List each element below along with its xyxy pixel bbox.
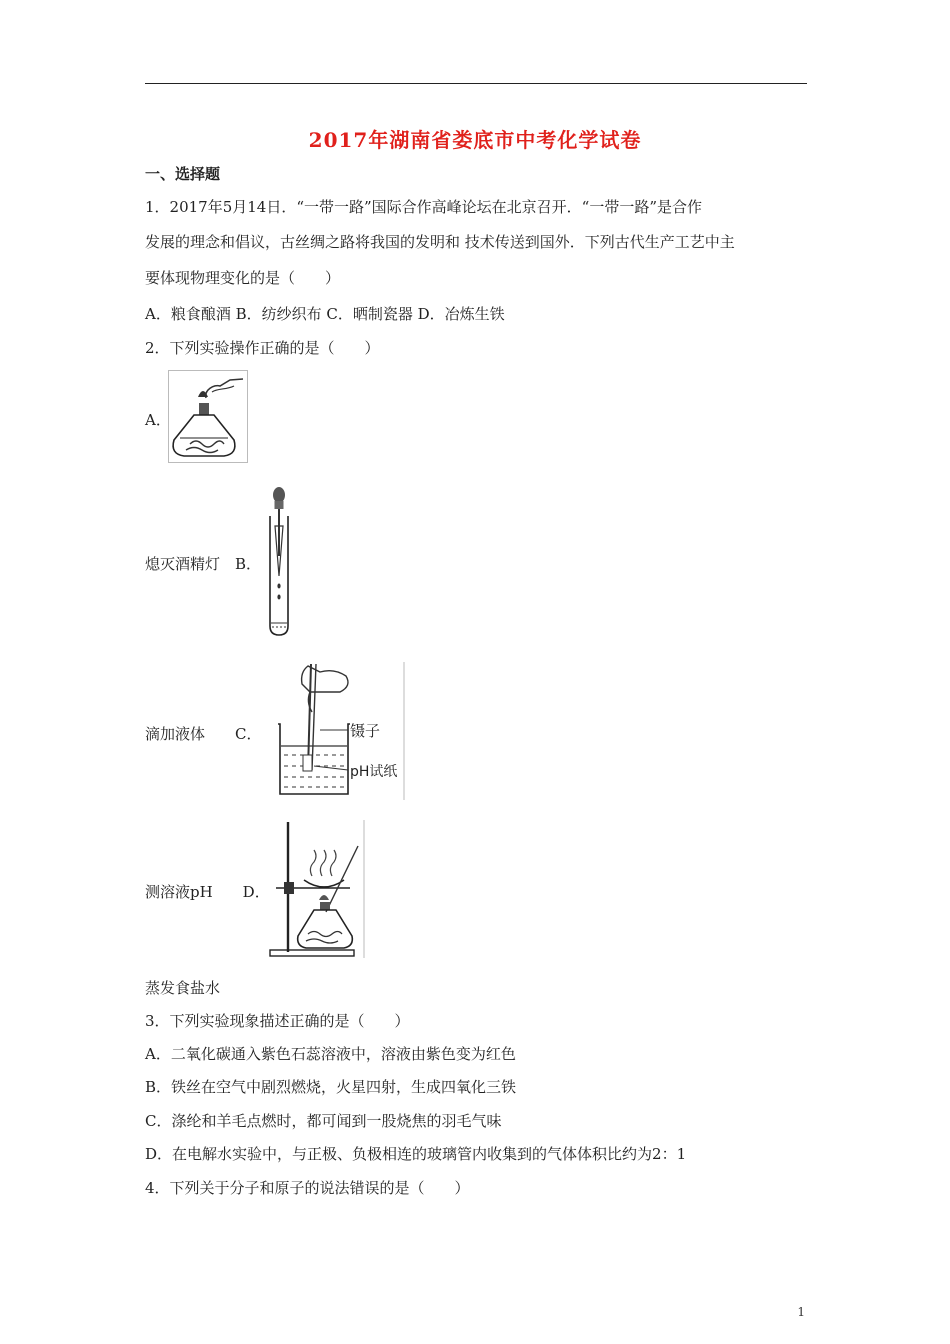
q1-stem-line3: 要体现物理变化的是（ ） xyxy=(145,269,341,287)
page-title: 2017年湖南省娄底市中考化学试卷 xyxy=(308,128,642,152)
tweezers-label: 镊子 xyxy=(350,722,381,740)
q3-option-c: C．涤纶和羊毛点燃时，都可闻到一股烧焦的羽毛气味 xyxy=(145,1112,502,1130)
q1-stem-line1: 1．2017年5月14日．“一带一路”国际合作高峰论坛在北京召开．“一带一路”是合作 xyxy=(145,198,703,216)
header-rule xyxy=(145,83,807,84)
q4-stem: 4．下列关于分子和原子的说法错误的是（ ） xyxy=(145,1179,470,1197)
q3-option-d: D．在电解水实验中，与正极、负极相连的玻璃管内收集到的气体体积比约为2：1 xyxy=(145,1145,687,1163)
q1-stem-line2: 发展的理念和倡议，古丝绸之路将我国的发明和 技术传送到国外．下列古代生产工艺中主 xyxy=(145,233,735,251)
dropper-figure xyxy=(262,486,296,638)
q3-option-b: B．铁丝在空气中剧烈燃烧，火星四射，生成四氧化三铁 xyxy=(145,1078,517,1096)
section-heading: 一、选择题 xyxy=(145,165,221,183)
q2-option-a-label: A． xyxy=(145,411,171,429)
q2-caption-d: 蒸发食盐水 xyxy=(145,979,221,997)
q2-stem: 2．下列实验操作正确的是（ ） xyxy=(145,339,380,357)
evaporation-figure xyxy=(264,820,368,960)
q1-options: A．粮食酿酒 B．纺纱织布 C．晒制瓷器 D．冶炼生铁 xyxy=(145,305,505,323)
ph-test-figure xyxy=(270,662,406,802)
ph-paper-label: pH试纸 xyxy=(350,764,398,780)
q2-caption-a-and-b-label: 熄灭酒精灯 B． xyxy=(145,555,262,573)
q2-caption-c-and-d-label: 测溶液pH D． xyxy=(145,883,270,901)
q3-stem: 3．下列实验现象描述正确的是（ ） xyxy=(145,1012,410,1030)
page-number: 1 xyxy=(797,1305,805,1319)
q2-caption-b-and-c-label: 滴加液体 C． xyxy=(145,725,262,743)
extinguish-lamp-figure xyxy=(168,370,248,463)
q3-option-a: A．二氧化碳通入紫色石蕊溶液中，溶液由紫色变为红色 xyxy=(145,1045,516,1063)
